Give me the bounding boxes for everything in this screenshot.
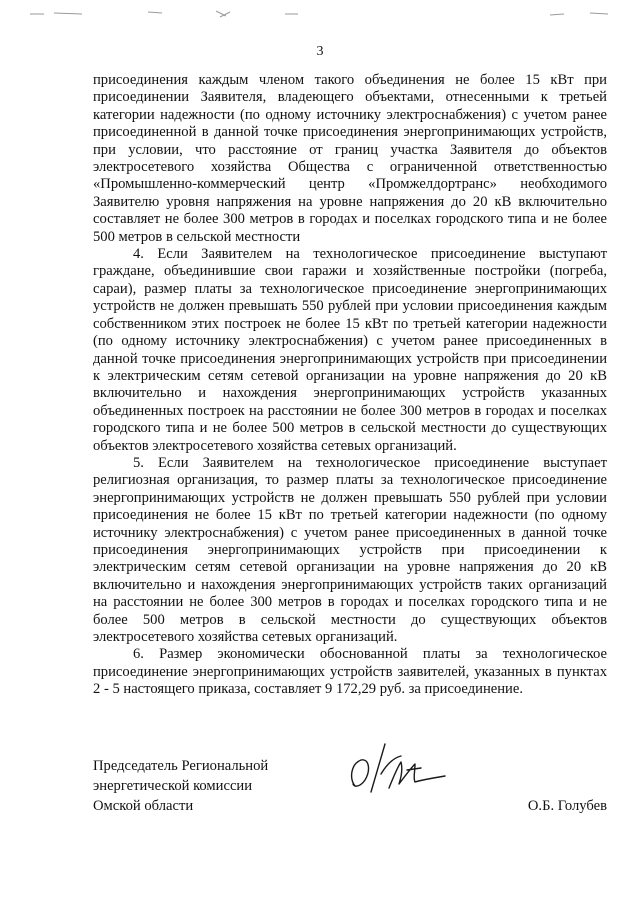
signatory-title <box>93 756 268 816</box>
signatory-title-line: энергетической комиссии <box>93 778 253 794</box>
paragraph-item-6: 6. Размер экономически обоснованной платы за технологическое присоединение энергопринимающих устройств заявителей, указанных в пунктах 2 - 5 настоящего приказа, составляет 9 172,29 руб. за присоединение. <box>93 646 607 698</box>
page-number: 3 <box>316 44 324 59</box>
document-body <box>93 72 607 699</box>
handwritten-signature <box>341 734 451 804</box>
paragraph-item-4: 4. Если Заявителем на технологическое присоединение выступают граждане, объединившие свои гаражи и хозяйственные постройки (погреба, сараи), размер платы за технологическое присоединение энергопринимающих устройств не должен превышать 550 рублей при условии присоединения каждым собственником этих построек не более 15 кВт по третьей категории надежности (по одному источнику электроснабжения) с учетом ранее присоединенных в данной точке присоединения энергопринимающих устройств при присоединении к электрическим сетям сетевой организации на уровне напряжения до 20 кВ включительно и нахождения энергопринимающих устройств указанных объединенных построек на расстоянии не более 300 метров в городах и поселках городского типа и не более 500 метров в сельской местности до существующих объектов электросетевого хозяйства сетевых организаций. <box>93 246 607 454</box>
signatory-name: О.Б. Голубев <box>527 798 607 814</box>
signatory-title-line: Председатель Региональной <box>93 758 269 774</box>
paragraph-item-5: 5. Если Заявителем на технологическое присоединение выступает религиозная организация, то размер платы за технологическое присоединение энергопринимающих устройств не должен превышать 550 рублей при условии присоединения не более 15 кВт по третьей категории надежности (по одному источнику электроснабжения) с учетом ранее присоединенных в данной точке присоединения энергопринимающих устройств при присоединении к электрическим сетям сетевой организации на уровне напряжения до 20 кВ включительно и нахождения энергопринимающих устройств таких организаций на расстоянии не более 300 метров в городах и поселках городского типа и не более 500 метров в сельской местности до существующих объектов электросетевого хозяйства сетевых организаций. <box>93 454 607 645</box>
signatory-title-line: Омской области <box>93 798 194 814</box>
paragraph-continuation: присоединения каждым членом такого объединения не более 15 кВт при присоединении Заявителя, владеющего объектами, отнесенными к третьей категории надежности (по одному источнику электроснабжения) с учетом ранее присоединенной в данной точке присоединения энергопринимающих устройств, при условии, что расстояние от границ участка Заявителя до объектов электросетевого хозяйства Общества с ограниченной ответственностью «Промышленно-коммерческий центр «Промжелдортранс» необходимого Заявителю уровня напряжения на уровне напряжения до 20 кВ включительно составляет не более 300 метров в городах и поселках городского типа и не более 500 метров в сельской местности <box>93 72 607 245</box>
scan-artifacts <box>30 8 610 20</box>
signature-block <box>93 756 607 816</box>
